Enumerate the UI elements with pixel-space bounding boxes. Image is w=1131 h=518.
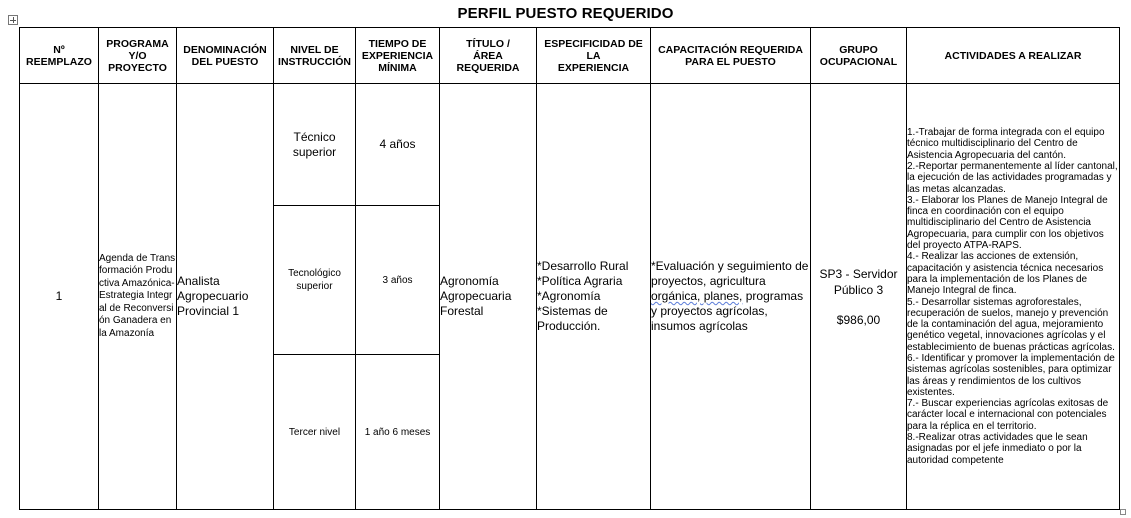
cell-grupo [811, 84, 907, 510]
header-programa: PROGRAMA Y/O PROYECTO [99, 28, 177, 84]
especificidad-item: *Sistemas de [537, 304, 608, 318]
denominacion-line: Provincial 1 [177, 304, 240, 318]
job-profile-table [19, 27, 1120, 510]
actividad-item: 6.- Identificar y promover la implementación de sistemas agrícolas sostenibles, para optimizar las áreas y rendimientos de los cultivos existentes. [907, 352, 1115, 398]
actividad-item: 2.-Reportar permanentemente al líder cantonal, la ejecución de las actividades programadas y las metas alcanzadas. [907, 160, 1118, 195]
especificidad-item: *Agronomía [537, 289, 601, 303]
cell-especificidad [537, 84, 651, 510]
header-reemplazo: Nº REEMPLAZO [20, 28, 99, 84]
especificidad-item: *Desarrollo Rural [537, 259, 629, 273]
header-denominacion: DENOMINACIÓN DEL PUESTO [177, 28, 274, 84]
cell-titulo [440, 84, 537, 510]
cell-actividades [907, 84, 1120, 510]
cell-tiempo: 3 años [356, 206, 440, 355]
actividad-item: 1.-Trabajar de forma integrada con el equipo técnico multidisciplinario del Centro de Asistencia Agropecuaria del cantón. [907, 127, 1105, 161]
header-especificidad: ESPECIFICIDAD DE LA EXPERIENCIA [537, 28, 651, 84]
header-actividades: ACTIVIDADES A REALIZAR [907, 28, 1120, 84]
nivel-line: superior [296, 281, 333, 292]
cell-denominacion [177, 84, 274, 510]
especificidad-item: Producción. [537, 319, 601, 333]
titulo-line: Agronomía [440, 274, 499, 288]
spellcheck-underlined-text: orgánica, planes, [651, 289, 743, 303]
actividad-item: 4.- Realizar las acciones de extensión, capacitación y asistencia técnica necesarios para la implementación de los Planes de Manejo Integral de finca. [907, 251, 1104, 297]
actividad-item: 5.- Desarrollar sistemas agroforestales, recuperación de suelos, manejo y prevención de la contaminación del agua, mejoramiento genético vegetal, innovaciones agrícolas y el establecimiento de buenas prácticas agrícolas. [907, 296, 1115, 353]
nivel-line: Técnico [293, 129, 336, 144]
nivel-line: Tecnológico [288, 268, 341, 279]
titulo-line: Forestal [440, 304, 484, 318]
denominacion-line: Analista [177, 274, 220, 288]
cell-nivel [274, 84, 356, 206]
nivel-line: Tercer nivel [288, 426, 341, 438]
denominacion-line: Agropecuario [177, 289, 249, 303]
header-grupo: GRUPO OCUPACIONAL [811, 28, 907, 84]
actividad-item: 8.-Realizar otras actividades que le sean asignadas por el jefe inmediato o por la autoridad competente [907, 432, 1088, 466]
cell-tiempo: 1 año 6 meses [356, 355, 440, 510]
nivel-line: superior [292, 144, 337, 159]
header-row [20, 28, 1120, 84]
cell-nivel [274, 355, 356, 510]
cell-tiempo: 4 años [356, 84, 440, 206]
capacitacion-text: *Evaluación y seguimiento de proyectos, agricultura [651, 259, 809, 288]
salario: $986,00 [836, 312, 881, 327]
page-title: PERFIL PUESTO REQUERIDO [457, 5, 674, 22]
capacitacion-text: programas y proyectos agrícolas, insumos agrícolas [651, 289, 804, 333]
header-titulo: TÍTULO / ÁREA REQUERIDA [440, 28, 537, 84]
titulo-line: Agropecuaria [440, 289, 512, 303]
header-nivel: NIVEL DE INSTRUCCIÓN [274, 28, 356, 84]
cell-nivel [274, 206, 356, 355]
header-tiempo: TIEMPO DE EXPERIENCIA MÍNIMA [356, 28, 440, 84]
table-resize-handle[interactable] [1120, 509, 1126, 515]
actividad-item: 3.- Elaborar los Planes de Manejo Integral de finca en coordinación con el equipo multidisciplinario del Centro de Asistencia Agropecuaria, para cumplir con los objetivos del proyecto ATPA-RAPS. [907, 194, 1108, 252]
grupo-line: Público 3 [833, 282, 884, 297]
cell-programa: Agenda de Transformación Productiva Amazónica-Estrategia Integral de Reconversión Ganadera en la Amazonía [99, 84, 177, 510]
actividad-item: 7.- Buscar experiencias agrícolas exitosas de carácter local e internacional con potenciales para la réplica en el territorio. [907, 398, 1109, 432]
grupo-line: SP3 - Servidor [819, 266, 898, 281]
header-capacitacion: CAPACITACIÓN REQUERIDA PARA EL PUESTO [651, 28, 811, 84]
table-row [20, 84, 1120, 206]
cell-capacitacion [651, 84, 811, 510]
cell-numero: 1 [20, 84, 99, 510]
especificidad-item: *Política Agraria [537, 274, 623, 288]
